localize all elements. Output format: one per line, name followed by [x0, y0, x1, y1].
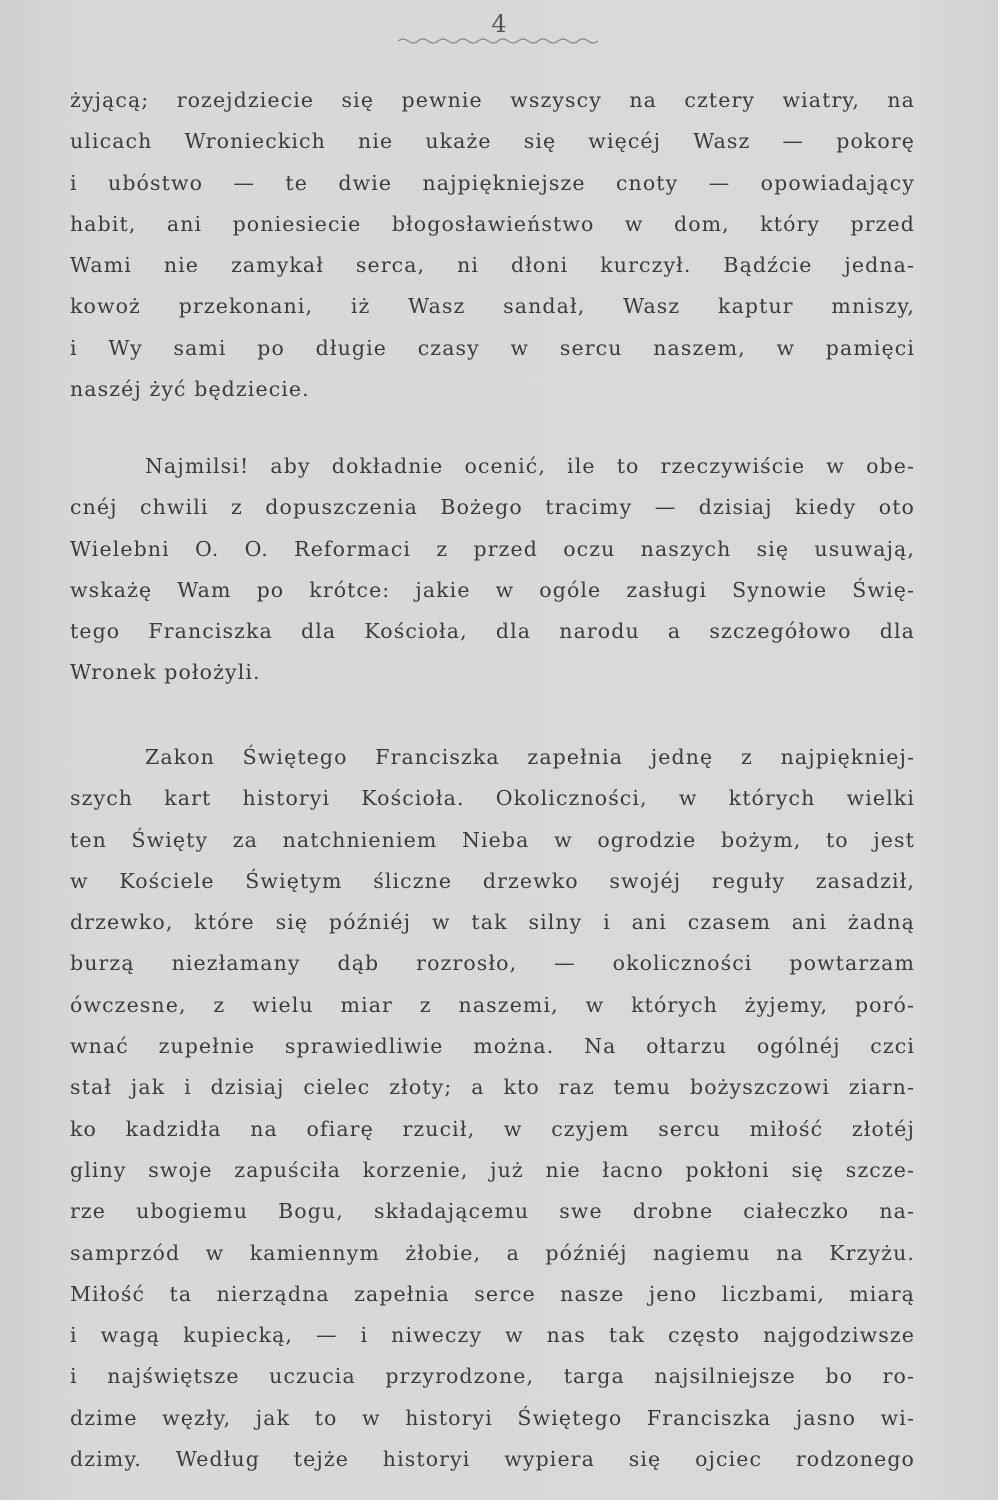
text-line: Najmilsi! aby dokładnie ocenić, ile to rzeczywiście w obe- — [145, 454, 915, 478]
wavy-ornament-icon — [398, 36, 598, 46]
text-line: ulicach Wronieckich nie ukaże się więcéj Wasz — pokorę — [70, 129, 915, 154]
text-line: drzewko, które się późniéj w tak silny i ani czasem ani żadną — [70, 910, 915, 935]
text-line: wskażę Wam po krótce: jakie w ogóle zasługi Synowie Świę- — [70, 577, 915, 602]
text-line: habit, ani poniesiecie błogosławieństwo w dom, który przed — [70, 211, 915, 236]
text-line: i ubóstwo — te dwie najpiękniejsze cnoty — opowiadający — [70, 170, 915, 195]
text-line: Miłość ta nierządna zapełnia serce nasze jeno liczbami, miarą — [70, 1281, 915, 1306]
text-line: i najświętsze uczucia przyrodzone, targa najsilniejsze bo ro- — [70, 1364, 915, 1389]
text-line: kowoż przekonani, iż Wasz sandał, Wasz kaptur mniszy, — [70, 294, 915, 319]
paragraph-2 — [70, 446, 915, 694]
text-line: Zakon Świętego Franciszka zapełnia jednę z najpiękniej- — [145, 745, 915, 769]
text-line: Wronek położyli. — [70, 660, 261, 685]
text-line: i wagą kupiecką, — i niweczy w nas tak często najgodziwsze — [70, 1323, 915, 1348]
page-number: 4 — [491, 10, 507, 38]
text-line: gliny swoje zapuściła korzenie, już nie łacno pokłoni się szcze- — [70, 1157, 915, 1182]
text-line: dzimy. Według tejże historyi wypiera się ojciec rodzonego — [70, 1447, 915, 1472]
text-line: ówczesne, z wielu miar z naszemi, w których żyjemy, poró- — [70, 992, 915, 1017]
text-line: stał jak i dzisiaj cielec złoty; a kto raz temu bożyszczowi ziarn- — [70, 1075, 915, 1100]
text-line: ko kadzidła na ofiarę rzucił, w czyjem sercu miłość złotéj — [70, 1116, 915, 1141]
text-line: naszéj żyć będziecie. — [70, 377, 310, 402]
text-line: żyjącą; rozejdziecie się pewnie wszyscy na cztery wiatry, na — [70, 88, 915, 112]
text-line: cnéj chwili z dopuszczenia Bożego tracimy — dzisiaj kiedy oto — [70, 495, 915, 520]
paragraph-1 — [70, 80, 915, 410]
text-line: wnać zupełnie sprawiedliwie można. Na ołtarzu ogólnéj czci — [70, 1034, 915, 1059]
text-line: rze ubogiemu Bogu, składającemu swe drobne ciałeczko na- — [70, 1199, 915, 1224]
text-line: Wami nie zamykał serca, ni dłoni kurczył. Bądźcie jedna- — [70, 253, 915, 278]
text-line: Wielebni O. O. Reformaci z przed oczu naszych się usuwają, — [70, 536, 915, 561]
text-line: i Wy sami po długie czasy w sercu naszem, w pamięci — [70, 335, 915, 360]
text-line: samprzód w kamiennym żłobie, a późniéj nagiemu na Krzyżu. — [70, 1240, 915, 1265]
text-line: dzime węzły, jak to w historyi Świętego Franciszka jasno wi- — [70, 1405, 915, 1430]
text-line: szych kart historyi Kościoła. Okoliczności, w których wielki — [70, 786, 915, 811]
text-line: ten Święty za natchnieniem Nieba w ogrodzie bożym, to jest — [70, 827, 915, 852]
text-line: w Kościele Świętym śliczne drzewko swojéj reguły zasadził, — [70, 868, 915, 893]
text-line: burzą niezłamany dąb rozrosło, — okoliczności powtarzam — [70, 951, 915, 976]
text-line: tego Franciszka dla Kościoła, dla narodu a szczegółowo dla — [70, 619, 915, 644]
paragraph-3 — [70, 737, 915, 1480]
